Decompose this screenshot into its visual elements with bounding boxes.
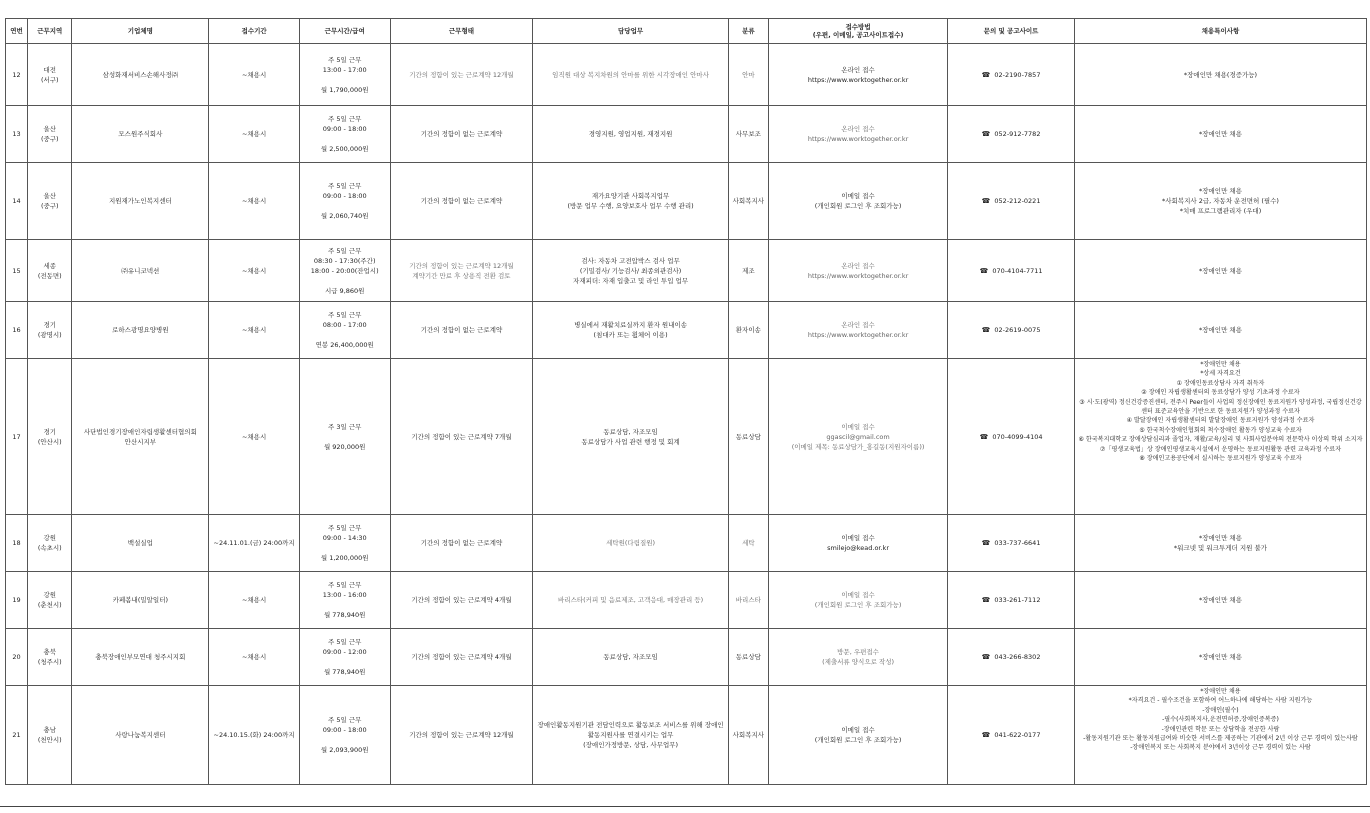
cell-category: 사회복지사 xyxy=(728,686,768,785)
cell-conditions: 주 5일 근무 09:00 - 18:00 월 2,060,740원 xyxy=(299,163,390,240)
cell-company: 사단법인경기장애인자립생활센터협의회 안산시지부 xyxy=(72,359,209,515)
cell-duties: 검사: 자동차 고전압박스 검사 업무 (기밀검사/ 기능검사/ 최종외관검사) 자재피더: 자재 입출고 및 라인 투입 업무 xyxy=(533,240,728,302)
header-notes: 채용특이사항 xyxy=(1074,19,1366,44)
cell-method: 이메일 접수 ggascil@gmail.com (이메일 제목: 동료상담가_홍길동(지원자이름)) xyxy=(768,359,947,515)
table-row xyxy=(6,359,1367,515)
phone-icon: ☎ xyxy=(981,197,991,205)
cell-region: 충북 (청주시) xyxy=(28,629,72,686)
phone-icon: ☎ xyxy=(981,130,991,138)
phone-number: 043-266-8302 xyxy=(994,653,1041,661)
cell-period: ~채용시 xyxy=(209,106,300,163)
cell-company: 충북장애인부모연대 청주시지회 xyxy=(72,629,209,686)
cell-company: 모스원주식회사 xyxy=(72,106,209,163)
table-row xyxy=(6,240,1367,302)
cell-duties: 동료상담, 자조모임 xyxy=(533,629,728,686)
cell-type: 기간의 정함이 있는 근로계약 4개월 xyxy=(390,572,533,629)
cell-notes: *장애인만 채용 *자격요건 - 필수조건을 포함하여 어느하나에 해당하는 사람 지원가능 -장애인(필수) -필수(사회복지사,운전면허증,장애인증복증) -장애인관련 학문 또는 상담학을 전공한 사람 -활동지원기관 또는 활동지원급여와 비슷한 서비스를 제공하는 기관에서 2년 이상 근무 경력이 있는사람 -장애인복지 또는 사회복지 분야에서 3년이상 근무 경력이 있는 사람 xyxy=(1074,686,1366,785)
header-region: 근무지역 xyxy=(28,19,72,44)
cell-type: 기간의 정함이 없는 근로계약 xyxy=(390,106,533,163)
cell-no: 17 xyxy=(6,359,28,515)
cell-type: 기간의 정함이 있는 근로계약 12개월 xyxy=(390,44,533,106)
cell-period: ~채용시 xyxy=(209,240,300,302)
cell-duties: 병실에서 재활치료실까지 환자 원내이송 (침대카 또는 휠체어 이용) xyxy=(533,302,728,359)
cell-region: 울산 (중구) xyxy=(28,106,72,163)
cell-notes: *장애인만 채용 xyxy=(1074,106,1366,163)
cell-contact xyxy=(948,359,1075,515)
cell-notes: *장애인만 채용 xyxy=(1074,240,1366,302)
cell-category: 동료상담 xyxy=(728,629,768,686)
cell-method: 방문, 우편접수 (제출서류 양식으로 작성) xyxy=(768,629,947,686)
cell-conditions: 주 5일 근무 09:00 - 12:00 월 778,940원 xyxy=(299,629,390,686)
cell-region: 강원 (속초시) xyxy=(28,515,72,572)
cell-notes: *장애인만 채용 xyxy=(1074,302,1366,359)
cell-period: ~24.10.15.(화) 24:00까지 xyxy=(209,686,300,785)
cell-company: 카페봄내(밀알일터) xyxy=(72,572,209,629)
phone-number: 02-2190-7857 xyxy=(994,70,1041,79)
cell-conditions: 주 3일 근무 월 920,000원 xyxy=(299,359,390,515)
cell-contact xyxy=(948,163,1075,240)
cell-notes: *장애인만 채용 xyxy=(1074,572,1366,629)
cell-notes: *장애인만 채용 *상세 자격요건 ① 장애인동료상담사 자격 취득자 ② 장애인 자립생활센터의 동료상담가 양성 기초과정 수료자 ③ 시·도(광역) 정신건강증진센터, 전주시 Peer들이 사업의 정신장애인 동료지원가 양성과정, 국립정신건강센터 표준교육안을 기반으로 한 동료지원가 양성과정 수료자 ④ 발달장애인 자립생활센터의 발달장애인 동료지원가 양성과정 수료자 ⑤ 한국척수장애인협회의 척수장애인 활동가 양성교육 수료자 ⑥ 한국복지대학교 장애상담심리과 졸업자, 재활/교육/심리 및 사회사업분야의 전문학사 이상의 학위 소지자 ⑦「평생교육법」상 장애인평생교육시설에서 운영하는 동료지원활동 관련 교육과정 수료자 ⑧ 장애인고용공단에서 실시하는 동료지원가 양성교육 수료자 xyxy=(1074,359,1366,515)
cell-no: 16 xyxy=(6,302,28,359)
cell-contact xyxy=(948,302,1075,359)
phone-number: 070-4104-7711 xyxy=(992,266,1043,275)
cell-period: ~24.11.01.(금) 24:00까지 xyxy=(209,515,300,572)
cell-company: ㈜유니코넥션 xyxy=(72,240,209,302)
cell-duties: 재가요양기관 사회복지업무 (방문 업무 수행, 요양보호사 업무 수행 관리) xyxy=(533,163,728,240)
cell-company: 로하스광명요양병원 xyxy=(72,302,209,359)
cell-no: 20 xyxy=(6,629,28,686)
cell-conditions: 주 5일 근무 08:00 - 17:00 연봉 26,400,000원 xyxy=(299,302,390,359)
cell-period: ~채용시 xyxy=(209,163,300,240)
cell-contact xyxy=(948,515,1075,572)
header-period: 접수기간 xyxy=(209,19,300,44)
phone-number: 02-2619-0075 xyxy=(994,326,1041,334)
cell-period: ~채용시 xyxy=(209,572,300,629)
cell-category: 바리스타 xyxy=(728,572,768,629)
job-listing-table xyxy=(5,18,1367,785)
cell-no: 21 xyxy=(6,686,28,785)
cell-duties: 동료상담, 자조모임 동료상담가 사업 관련 행정 및 회계 xyxy=(533,359,728,515)
phone-number: 041-622-0177 xyxy=(994,731,1041,739)
phone-icon: ☎ xyxy=(981,70,991,79)
cell-method: 이메일 접수 smilejo@kead.or.kr xyxy=(768,515,947,572)
phone-icon: ☎ xyxy=(981,539,991,547)
cell-type: 기간의 정함이 있는 근로계약 12개월 xyxy=(390,686,533,785)
cell-contact xyxy=(948,240,1075,302)
phone-icon: ☎ xyxy=(981,596,991,604)
header-conditions: 근무시간/급여 xyxy=(299,19,390,44)
cell-category: 세탁 xyxy=(728,515,768,572)
cell-type: 기간의 정함이 있는 근로계약 12개월 계약기간 만료 후 상용직 전환 검토 xyxy=(390,240,533,302)
cell-type: 기간의 정함이 있는 근로계약 4개월 xyxy=(390,629,533,686)
table-row xyxy=(6,44,1367,106)
cell-type: 기간의 정함이 없는 근로계약 xyxy=(390,515,533,572)
cell-period: ~채용시 xyxy=(209,302,300,359)
cell-conditions: 주 5일 근무 13:00 - 16:00 월 778,940원 xyxy=(299,572,390,629)
phone-icon: ☎ xyxy=(979,266,989,275)
cell-notes: *장애인만 채용 *사회복지사 2급, 자동차 운전면허 (필수) *치매 프로그램관리자 (우대) xyxy=(1074,163,1366,240)
cell-period: ~채용시 xyxy=(209,629,300,686)
table-row xyxy=(6,302,1367,359)
cell-contact xyxy=(948,44,1075,106)
cell-region: 세종 (전동면) xyxy=(28,240,72,302)
cell-method: 온라인 접수 https://www.worktogether.or.kr xyxy=(768,44,947,106)
header-duties: 담당업무 xyxy=(533,19,728,44)
cell-contact xyxy=(948,572,1075,629)
cell-region: 경기 (안산시) xyxy=(28,359,72,515)
table-row xyxy=(6,106,1367,163)
cell-company: 지원재가노인복지센터 xyxy=(72,163,209,240)
cell-region: 강원 (춘천시) xyxy=(28,572,72,629)
cell-period: ~채용시 xyxy=(209,44,300,106)
cell-conditions: 주 5일 근무 09:00 - 18:00 월 2,093,900원 xyxy=(299,686,390,785)
header-company: 기업체명 xyxy=(72,19,209,44)
cell-company: 백설실업 xyxy=(72,515,209,572)
cell-no: 13 xyxy=(6,106,28,163)
cell-no: 14 xyxy=(6,163,28,240)
cell-method: 온라인 접수 https://www.worktogether.or.kr xyxy=(768,302,947,359)
header-type: 근무형태 xyxy=(390,19,533,44)
phone-number: 033-737-6641 xyxy=(994,539,1041,547)
cell-contact xyxy=(948,629,1075,686)
phone-icon: ☎ xyxy=(981,731,991,739)
cell-no: 12 xyxy=(6,44,28,106)
cell-type: 기간의 정함이 있는 근로계약 7개월 xyxy=(390,359,533,515)
cell-category: 환자이송 xyxy=(728,302,768,359)
cell-type: 기간의 정함이 없는 근로계약 xyxy=(390,302,533,359)
cell-notes: *장애인만 채용(경증가능) xyxy=(1074,44,1366,106)
cell-contact xyxy=(948,106,1075,163)
cell-region: 충남 (천안시) xyxy=(28,686,72,785)
cell-no: 19 xyxy=(6,572,28,629)
cell-duties: 경영지원, 영업지원, 재경지원 xyxy=(533,106,728,163)
cell-duties: 바리스타(커피 및 음료제조, 고객응대, 매장관리 등) xyxy=(533,572,728,629)
cell-notes: *장애인만 채용 *워크넷 및 워크투게더 지원 불가 xyxy=(1074,515,1366,572)
cell-type: 기간의 정함이 없는 근로계약 xyxy=(390,163,533,240)
cell-category: 제조 xyxy=(728,240,768,302)
phone-number: 033-261-7112 xyxy=(994,596,1041,604)
phone-icon: ☎ xyxy=(981,653,991,661)
cell-conditions: 주 5일 근무 09:00 - 14:30 월 1,200,000원 xyxy=(299,515,390,572)
cell-method: 이메일 접수 (개인회원 로그인 후 조회가능) xyxy=(768,163,947,240)
cell-category: 사회복지사 xyxy=(728,163,768,240)
header-no: 연번 xyxy=(6,19,28,44)
header-category: 분류 xyxy=(728,19,768,44)
cell-method: 이메일 접수 (개인회원 로그인 후 조회가능) xyxy=(768,572,947,629)
cell-company: 사랑나눔복지센터 xyxy=(72,686,209,785)
header-method: 접수방법 (우편, 이메일, 공고사이트접수) xyxy=(768,19,947,44)
phone-number: 052-912-7782 xyxy=(994,130,1041,138)
cell-category: 사무보조 xyxy=(728,106,768,163)
header-contact: 문의 및 공고사이트 xyxy=(948,19,1075,44)
phone-icon: ☎ xyxy=(981,326,991,334)
cell-notes: *장애인만 채용 xyxy=(1074,629,1366,686)
cell-region: 울산 (중구) xyxy=(28,163,72,240)
cell-region: 경기 (광명시) xyxy=(28,302,72,359)
cell-conditions: 주 5일 근무 09:00 - 18:00 월 2,500,000원 xyxy=(299,106,390,163)
cell-contact xyxy=(948,686,1075,785)
cell-no: 15 xyxy=(6,240,28,302)
cell-duties: 임직원 대상 복지차원의 안마를 위한 시각장애인 안마사 xyxy=(533,44,728,106)
phone-number: 052-212-0221 xyxy=(994,197,1041,205)
table-row xyxy=(6,163,1367,240)
cell-category: 동료상담 xyxy=(728,359,768,515)
cell-region: 대전 (서구) xyxy=(28,44,72,106)
cell-period: ~채용시 xyxy=(209,359,300,515)
table-row xyxy=(6,572,1367,629)
phone-number: 070-4099-4104 xyxy=(992,432,1043,441)
cell-conditions: 주 5일 근무 08:30 - 17:30(주간) 18:00 - 20:00(잔업시) 시급 9,860원 xyxy=(299,240,390,302)
cell-duties: 장애인활동지원기관 전담인력으로 활동보조 서비스를 위해 장애인활동지원사를 연결시키는 업무 (장애인가정방문, 상담, 사무업무) xyxy=(533,686,728,785)
table-row xyxy=(6,686,1367,785)
page-bottom-rule xyxy=(0,806,1370,807)
cell-conditions: 주 5일 근무 13:00 - 17:00 월 1,790,000원 xyxy=(299,44,390,106)
table-row xyxy=(6,629,1367,686)
table-header-row xyxy=(6,19,1367,44)
cell-method: 이메일 접수 (개인회원 로그인 후 조회가능) xyxy=(768,686,947,785)
cell-method: 온라인 접수 https://www.worktogether.or.kr xyxy=(768,106,947,163)
cell-category: 안마 xyxy=(728,44,768,106)
cell-method: 온라인 접수 https://www.worktogether.or.kr xyxy=(768,240,947,302)
cell-no: 18 xyxy=(6,515,28,572)
cell-company: 삼성화재서비스손해사정㈜ xyxy=(72,44,209,106)
cell-duties: 세탁원(다림질원) xyxy=(533,515,728,572)
table-row xyxy=(6,515,1367,572)
phone-icon: ☎ xyxy=(979,432,989,441)
